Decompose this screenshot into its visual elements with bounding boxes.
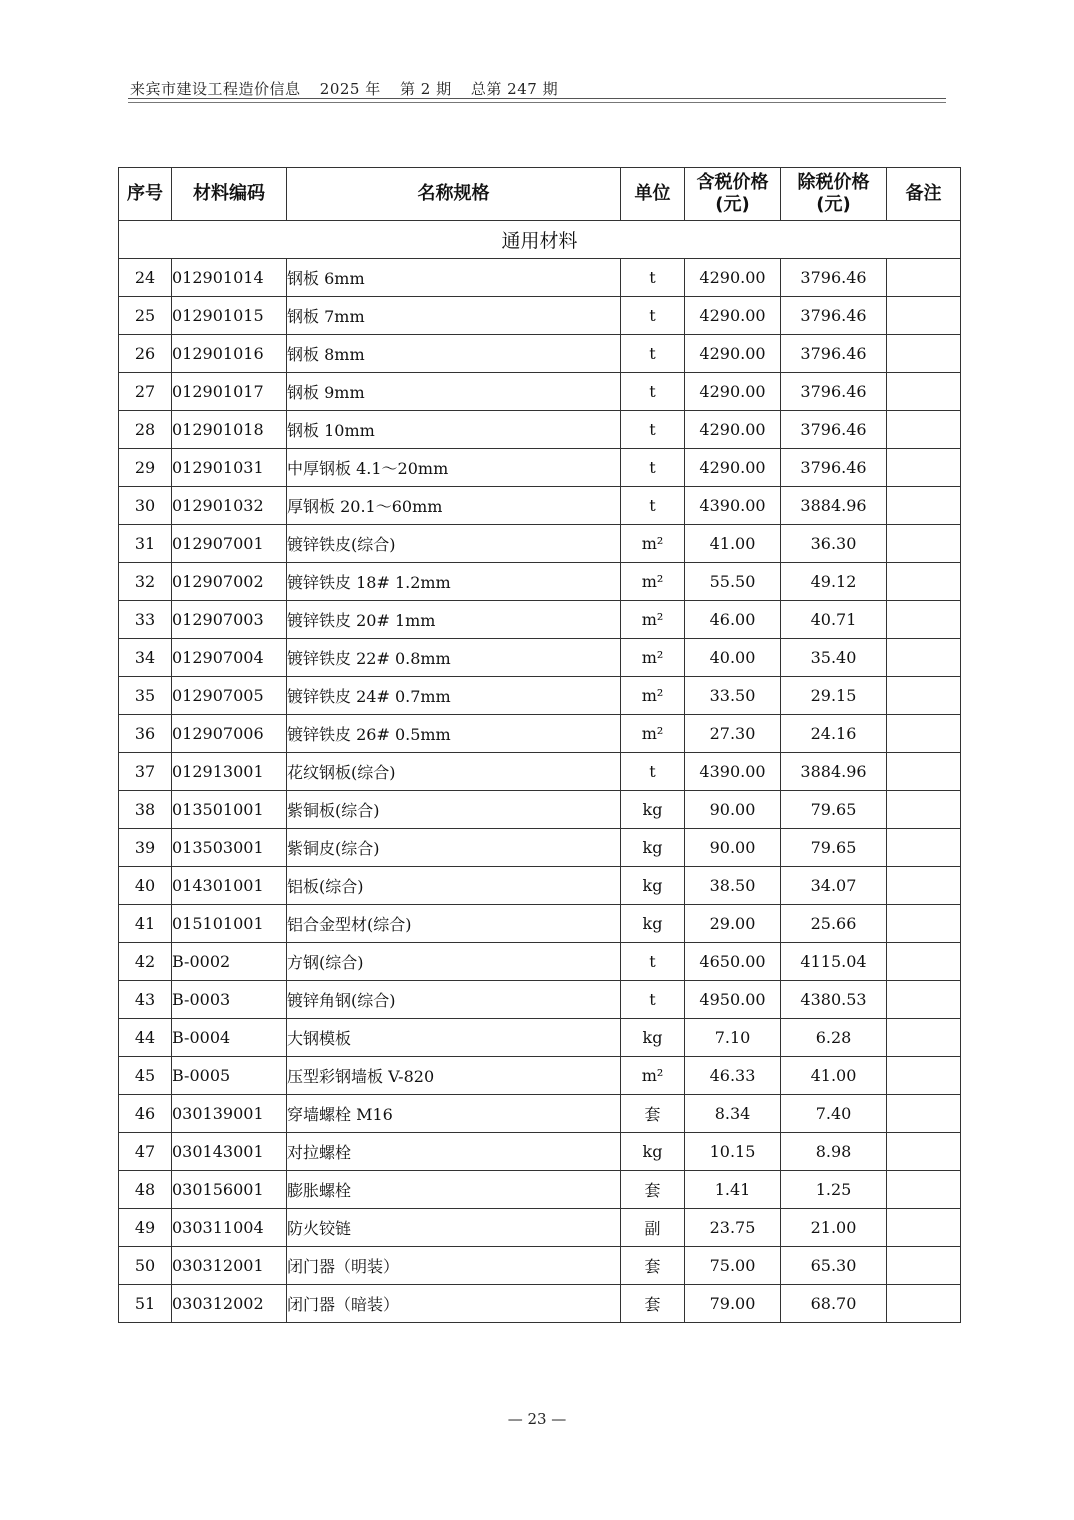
cell-code: 012907003 (172, 601, 287, 639)
col-header-name: 名称规格 (287, 168, 621, 221)
page-number: — 23 — (507, 1410, 567, 1428)
cell-unit: t (621, 373, 685, 411)
cell-unit: t (621, 943, 685, 981)
cell-tax-incl-price: 4290.00 (685, 449, 781, 487)
cell-tax-incl-price: 4290.00 (685, 335, 781, 373)
table-row (119, 753, 961, 791)
cell-note (887, 1095, 961, 1133)
cell-tax-excl-price: 3796.46 (781, 373, 887, 411)
cell-note (887, 411, 961, 449)
cell-unit: m² (621, 1057, 685, 1095)
cell-code: 013501001 (172, 791, 287, 829)
cell-tax-incl-price: 4290.00 (685, 259, 781, 297)
cell-name: 紫铜皮(综合) (287, 829, 621, 867)
cell-tax-excl-price: 65.30 (781, 1247, 887, 1285)
cell-seq: 43 (119, 981, 172, 1019)
cell-name: 压型彩钢墙板 V-820 (287, 1057, 621, 1095)
col-header-tax-excl-line1: 除税价格 (797, 172, 870, 193)
cell-unit: 套 (621, 1247, 685, 1285)
cell-note (887, 1247, 961, 1285)
cell-unit: m² (621, 715, 685, 753)
cell-code: 012907002 (172, 563, 287, 601)
cell-note (887, 943, 961, 981)
cell-tax-excl-price: 79.65 (781, 829, 887, 867)
cell-code: 015101001 (172, 905, 287, 943)
cell-code: B-0002 (172, 943, 287, 981)
cell-tax-incl-price: 1.41 (685, 1171, 781, 1209)
table-row (119, 1285, 961, 1323)
cell-tax-incl-price: 41.00 (685, 525, 781, 563)
cell-tax-incl-price: 46.00 (685, 601, 781, 639)
cell-tax-excl-price: 79.65 (781, 791, 887, 829)
cell-tax-incl-price: 4290.00 (685, 373, 781, 411)
cell-code: 030311004 (172, 1209, 287, 1247)
col-header-seq: 序号 (119, 168, 172, 221)
cell-name: 厚钢板 20.1～60mm (287, 487, 621, 525)
cell-name: 镀锌铁皮 22# 0.8mm (287, 639, 621, 677)
cell-tax-excl-price: 3796.46 (781, 297, 887, 335)
cell-tax-incl-price: 4390.00 (685, 487, 781, 525)
header-rule-thin (128, 102, 946, 103)
cell-name: 钢板 10mm (287, 411, 621, 449)
cell-note (887, 1285, 961, 1323)
cell-note (887, 449, 961, 487)
cell-code: 030156001 (172, 1171, 287, 1209)
cell-code: 012901015 (172, 297, 287, 335)
cell-name: 花纹钢板(综合) (287, 753, 621, 791)
cell-seq: 25 (119, 297, 172, 335)
cell-seq: 45 (119, 1057, 172, 1095)
cell-seq: 34 (119, 639, 172, 677)
cell-tax-excl-price: 1.25 (781, 1171, 887, 1209)
cell-code: 012901017 (172, 373, 287, 411)
cell-seq: 36 (119, 715, 172, 753)
cell-note (887, 753, 961, 791)
cell-tax-incl-price: 4290.00 (685, 411, 781, 449)
cell-tax-excl-price: 3796.46 (781, 259, 887, 297)
cell-unit: kg (621, 829, 685, 867)
cell-seq: 48 (119, 1171, 172, 1209)
cell-note (887, 335, 961, 373)
cell-tax-excl-price: 3796.46 (781, 335, 887, 373)
cell-unit: t (621, 335, 685, 373)
material-price-table (118, 167, 961, 1323)
cell-name: 钢板 7mm (287, 297, 621, 335)
table-row (119, 1057, 961, 1095)
cell-tax-excl-price: 25.66 (781, 905, 887, 943)
table-row (119, 1019, 961, 1057)
cell-note (887, 487, 961, 525)
cell-code: B-0004 (172, 1019, 287, 1057)
cell-seq: 51 (119, 1285, 172, 1323)
col-header-tax-incl (685, 168, 781, 221)
cell-code: B-0003 (172, 981, 287, 1019)
header-rule (128, 98, 946, 99)
cell-tax-incl-price: 4950.00 (685, 981, 781, 1019)
cell-tax-incl-price: 27.30 (685, 715, 781, 753)
cell-seq: 39 (119, 829, 172, 867)
cell-note (887, 563, 961, 601)
cell-tax-incl-price: 4390.00 (685, 753, 781, 791)
cell-seq: 35 (119, 677, 172, 715)
cell-note (887, 373, 961, 411)
cell-tax-excl-price: 6.28 (781, 1019, 887, 1057)
cell-name: 膨胀螺栓 (287, 1171, 621, 1209)
cell-tax-excl-price: 29.15 (781, 677, 887, 715)
table-row (119, 449, 961, 487)
cell-seq: 28 (119, 411, 172, 449)
cell-tax-incl-price: 4290.00 (685, 297, 781, 335)
table-row (119, 601, 961, 639)
cell-code: 014301001 (172, 867, 287, 905)
cell-note (887, 525, 961, 563)
cell-unit: kg (621, 791, 685, 829)
cell-code: 030312002 (172, 1285, 287, 1323)
cell-name: 大钢模板 (287, 1019, 621, 1057)
table-row (119, 791, 961, 829)
running-header (130, 78, 572, 99)
cell-tax-excl-price: 4380.53 (781, 981, 887, 1019)
cell-seq: 38 (119, 791, 172, 829)
cell-seq: 31 (119, 525, 172, 563)
table-row (119, 867, 961, 905)
table-row (119, 525, 961, 563)
cell-tax-incl-price: 90.00 (685, 791, 781, 829)
cell-tax-incl-price: 38.50 (685, 867, 781, 905)
cell-unit: t (621, 487, 685, 525)
table-row (119, 1171, 961, 1209)
cell-unit: t (621, 449, 685, 487)
table-header-row (119, 168, 961, 221)
col-header-note: 备注 (887, 168, 961, 221)
table-row (119, 335, 961, 373)
cell-unit: m² (621, 677, 685, 715)
cell-name: 中厚钢板 4.1～20mm (287, 449, 621, 487)
cell-tax-incl-price: 55.50 (685, 563, 781, 601)
cell-name: 镀锌角钢(综合) (287, 981, 621, 1019)
cell-tax-excl-price: 24.16 (781, 715, 887, 753)
cell-code: 012901014 (172, 259, 287, 297)
cell-unit: m² (621, 639, 685, 677)
cell-name: 闭门器（暗装） (287, 1285, 621, 1323)
cell-note (887, 791, 961, 829)
cell-seq: 24 (119, 259, 172, 297)
cell-seq: 41 (119, 905, 172, 943)
cell-tax-incl-price: 4650.00 (685, 943, 781, 981)
cell-seq: 42 (119, 943, 172, 981)
cell-tax-excl-price: 3884.96 (781, 753, 887, 791)
cell-name: 对拉螺栓 (287, 1133, 621, 1171)
cell-name: 防火铰链 (287, 1209, 621, 1247)
cell-code: 012907004 (172, 639, 287, 677)
table-row (119, 259, 961, 297)
cell-code: 030312001 (172, 1247, 287, 1285)
cell-code: 012901018 (172, 411, 287, 449)
cell-seq: 29 (119, 449, 172, 487)
table-row (119, 373, 961, 411)
cell-tax-incl-price: 79.00 (685, 1285, 781, 1323)
cell-tax-excl-price: 21.00 (781, 1209, 887, 1247)
cell-tax-incl-price: 75.00 (685, 1247, 781, 1285)
cell-tax-incl-price: 23.75 (685, 1209, 781, 1247)
category-row (119, 221, 961, 259)
header-publication: 来宾市建设工程造价信息 (130, 80, 301, 98)
table-row (119, 563, 961, 601)
cell-tax-excl-price: 68.70 (781, 1285, 887, 1323)
cell-unit: m² (621, 525, 685, 563)
cell-code: 013503001 (172, 829, 287, 867)
cell-unit: 套 (621, 1095, 685, 1133)
cell-note (887, 1019, 961, 1057)
cell-note (887, 1133, 961, 1171)
col-header-code: 材料编码 (172, 168, 287, 221)
cell-seq: 26 (119, 335, 172, 373)
cell-tax-excl-price: 36.30 (781, 525, 887, 563)
table-row (119, 981, 961, 1019)
cell-note (887, 1057, 961, 1095)
cell-note (887, 1209, 961, 1247)
cell-code: 030139001 (172, 1095, 287, 1133)
cell-name: 钢板 9mm (287, 373, 621, 411)
cell-tax-excl-price: 40.71 (781, 601, 887, 639)
cell-tax-excl-price: 4115.04 (781, 943, 887, 981)
cell-seq: 33 (119, 601, 172, 639)
cell-unit: kg (621, 905, 685, 943)
table-row (119, 411, 961, 449)
cell-note (887, 867, 961, 905)
cell-seq: 30 (119, 487, 172, 525)
col-header-tax-incl-line2: (元) (715, 194, 750, 215)
cell-note (887, 639, 961, 677)
cell-unit: 副 (621, 1209, 685, 1247)
cell-seq: 44 (119, 1019, 172, 1057)
header-issue: 第 2 期 (400, 80, 452, 98)
cell-tax-excl-price: 35.40 (781, 639, 887, 677)
cell-code: B-0005 (172, 1057, 287, 1095)
col-header-tax-incl-line1: 含税价格 (696, 172, 769, 193)
cell-name: 镀锌铁皮 24# 0.7mm (287, 677, 621, 715)
cell-name: 铝板(综合) (287, 867, 621, 905)
cell-code: 012907005 (172, 677, 287, 715)
cell-note (887, 829, 961, 867)
cell-name: 镀锌铁皮 20# 1mm (287, 601, 621, 639)
cell-note (887, 981, 961, 1019)
cell-name: 镀锌铁皮 26# 0.5mm (287, 715, 621, 753)
table-row (119, 639, 961, 677)
cell-tax-excl-price: 3796.46 (781, 449, 887, 487)
cell-note (887, 715, 961, 753)
cell-code: 012907006 (172, 715, 287, 753)
cell-unit: kg (621, 867, 685, 905)
cell-unit: kg (621, 1019, 685, 1057)
cell-code: 012907001 (172, 525, 287, 563)
cell-unit: kg (621, 1133, 685, 1171)
cell-unit: 套 (621, 1171, 685, 1209)
table-row (119, 1209, 961, 1247)
cell-tax-incl-price: 40.00 (685, 639, 781, 677)
cell-name: 铝合金型材(综合) (287, 905, 621, 943)
category-label: 通用材料 (119, 221, 961, 259)
header-year: 2025 年 (319, 80, 381, 98)
cell-tax-excl-price: 34.07 (781, 867, 887, 905)
table-row (119, 297, 961, 335)
cell-name: 穿墙螺栓 M16 (287, 1095, 621, 1133)
table-row (119, 715, 961, 753)
cell-name: 闭门器（明装） (287, 1247, 621, 1285)
cell-seq: 49 (119, 1209, 172, 1247)
cell-seq: 27 (119, 373, 172, 411)
table-row (119, 487, 961, 525)
cell-tax-excl-price: 7.40 (781, 1095, 887, 1133)
cell-name: 钢板 6mm (287, 259, 621, 297)
cell-name: 方钢(综合) (287, 943, 621, 981)
cell-name: 镀锌铁皮 18# 1.2mm (287, 563, 621, 601)
header-total-issue: 总第 247 期 (470, 80, 559, 98)
cell-note (887, 905, 961, 943)
cell-seq: 37 (119, 753, 172, 791)
table-row (119, 1095, 961, 1133)
cell-seq: 32 (119, 563, 172, 601)
table-row (119, 829, 961, 867)
cell-unit: t (621, 411, 685, 449)
col-header-unit: 单位 (621, 168, 685, 221)
cell-tax-excl-price: 3884.96 (781, 487, 887, 525)
cell-tax-incl-price: 90.00 (685, 829, 781, 867)
cell-tax-excl-price: 49.12 (781, 563, 887, 601)
cell-tax-excl-price: 3796.46 (781, 411, 887, 449)
cell-unit: t (621, 259, 685, 297)
cell-tax-excl-price: 41.00 (781, 1057, 887, 1095)
cell-tax-incl-price: 33.50 (685, 677, 781, 715)
cell-seq: 50 (119, 1247, 172, 1285)
cell-tax-incl-price: 10.15 (685, 1133, 781, 1171)
cell-note (887, 1171, 961, 1209)
cell-unit: t (621, 753, 685, 791)
cell-code: 012901016 (172, 335, 287, 373)
cell-unit: t (621, 981, 685, 1019)
cell-code: 012901031 (172, 449, 287, 487)
table-row (119, 905, 961, 943)
cell-unit: m² (621, 601, 685, 639)
cell-tax-excl-price: 8.98 (781, 1133, 887, 1171)
table-row (119, 1133, 961, 1171)
cell-tax-incl-price: 46.33 (685, 1057, 781, 1095)
cell-seq: 47 (119, 1133, 172, 1171)
col-header-tax-excl (781, 168, 887, 221)
table-row (119, 1247, 961, 1285)
cell-tax-incl-price: 8.34 (685, 1095, 781, 1133)
cell-unit: m² (621, 563, 685, 601)
cell-code: 012913001 (172, 753, 287, 791)
cell-note (887, 601, 961, 639)
cell-name: 紫铜板(综合) (287, 791, 621, 829)
cell-name: 钢板 8mm (287, 335, 621, 373)
cell-tax-incl-price: 29.00 (685, 905, 781, 943)
cell-tax-incl-price: 7.10 (685, 1019, 781, 1057)
cell-note (887, 297, 961, 335)
cell-note (887, 677, 961, 715)
cell-code: 030143001 (172, 1133, 287, 1171)
cell-code: 012901032 (172, 487, 287, 525)
table-row (119, 943, 961, 981)
cell-seq: 40 (119, 867, 172, 905)
cell-seq: 46 (119, 1095, 172, 1133)
table-row (119, 677, 961, 715)
cell-name: 镀锌铁皮(综合) (287, 525, 621, 563)
col-header-tax-excl-line2: (元) (816, 194, 851, 215)
cell-unit: 套 (621, 1285, 685, 1323)
cell-note (887, 259, 961, 297)
cell-unit: t (621, 297, 685, 335)
